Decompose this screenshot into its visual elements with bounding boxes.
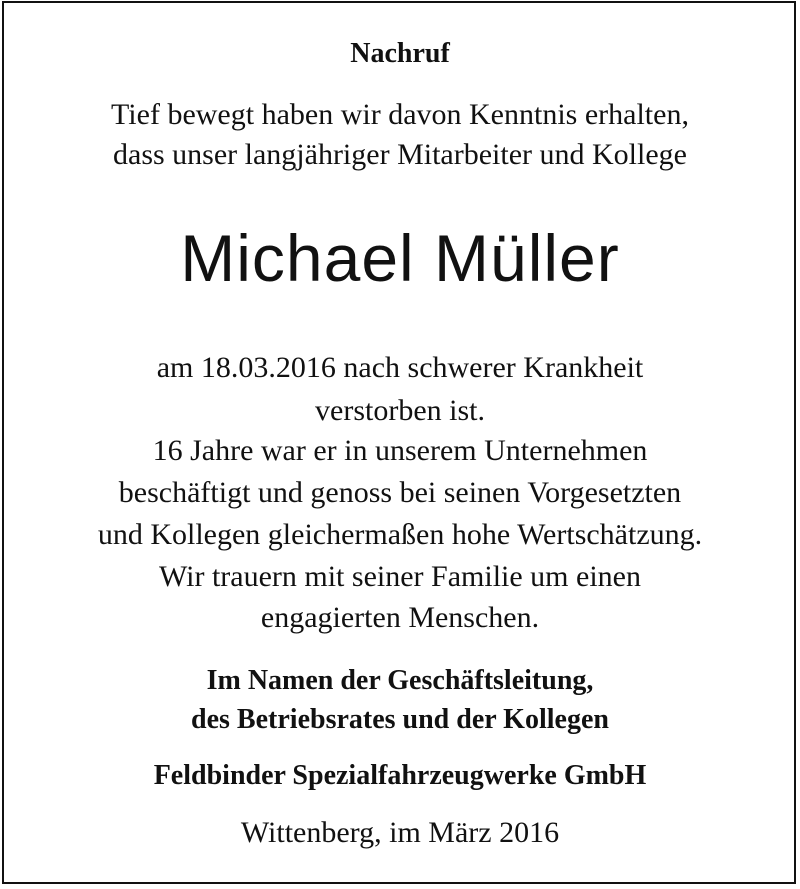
body-line: verstorben ist. xyxy=(315,394,485,427)
body-line: Wir trauern mit seiner Familie um einen xyxy=(159,560,641,593)
deceased-name: Michael Müller xyxy=(180,221,620,295)
place-date: Wittenberg, im März 2016 xyxy=(240,816,560,849)
intro-line: dass unser langjähriger Mitarbeiter und Kollege xyxy=(113,138,687,171)
body-line: engagierten Menschen. xyxy=(260,601,540,634)
signature-line: Im Namen der Geschäftsleitung, xyxy=(206,665,594,696)
intro-line: Tief bewegt haben wir davon Kenntnis erhalten, xyxy=(111,98,689,131)
body-line: am 18.03.2016 nach schwerer Krankheit xyxy=(156,351,644,384)
body-line: und Kollegen gleichermaßen hohe Wertschätzung. xyxy=(97,518,703,551)
body-line: beschäftigt und genoss bei seinen Vorgesetzten xyxy=(118,476,682,509)
signature-line: des Betriebsrates und der Kollegen xyxy=(191,704,609,735)
company-name: Feldbinder Spezialfahrzeugwerke GmbH xyxy=(153,760,647,791)
notice-heading: Nachruf xyxy=(350,38,450,69)
body-line: 16 Jahre war er in unserem Unternehmen xyxy=(152,434,648,467)
